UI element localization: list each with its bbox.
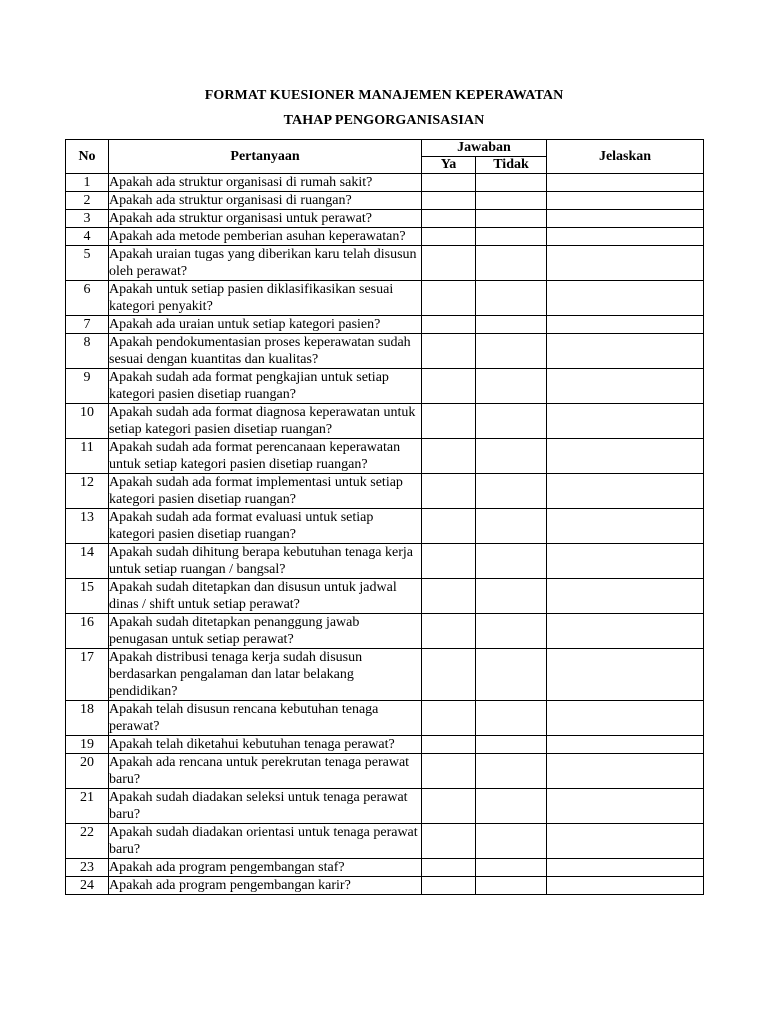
answer-no-cell[interactable]: [476, 281, 547, 316]
table-row: [66, 579, 704, 614]
table-row: [66, 614, 704, 649]
table-row: [66, 192, 704, 210]
question-text: Apakah sudah ada format diagnosa keperawatan untuk setiap kategori pasien disetiap ruangan?: [109, 404, 422, 439]
answer-no-cell[interactable]: [476, 228, 547, 246]
answer-yes-cell[interactable]: [422, 824, 476, 859]
question-text: Apakah ada rencana untuk perekrutan tenaga perawat baru?: [109, 754, 422, 789]
answer-yes-cell[interactable]: [422, 439, 476, 474]
answer-no-cell[interactable]: [476, 509, 547, 544]
row-number: 14: [66, 544, 109, 579]
explanation-cell[interactable]: [547, 736, 704, 754]
row-number: 2: [66, 192, 109, 210]
answer-no-cell[interactable]: [476, 404, 547, 439]
answer-yes-cell[interactable]: [422, 228, 476, 246]
row-number: 5: [66, 246, 109, 281]
answer-no-cell[interactable]: [476, 316, 547, 334]
answer-no-cell[interactable]: [476, 754, 547, 789]
answer-no-cell[interactable]: [476, 174, 547, 192]
explanation-cell[interactable]: [547, 210, 704, 228]
explanation-cell[interactable]: [547, 281, 704, 316]
explanation-cell[interactable]: [547, 316, 704, 334]
answer-yes-cell[interactable]: [422, 701, 476, 736]
answer-no-cell[interactable]: [476, 614, 547, 649]
answer-no-cell[interactable]: [476, 210, 547, 228]
row-number: 24: [66, 877, 109, 895]
question-text: Apakah sudah ada format perencanaan keperawatan untuk setiap kategori pasien disetiap ruangan?: [109, 439, 422, 474]
question-text: Apakah sudah ditetapkan penanggung jawab penugasan untuk setiap perawat?: [109, 614, 422, 649]
question-text: Apakah sudah ada format evaluasi untuk setiap kategori pasien disetiap ruangan?: [109, 509, 422, 544]
explanation-cell[interactable]: [547, 649, 704, 701]
row-number: 21: [66, 789, 109, 824]
row-number: 3: [66, 210, 109, 228]
answer-no-cell[interactable]: [476, 877, 547, 895]
question-text: Apakah telah diketahui kebutuhan tenaga perawat?: [109, 736, 422, 754]
answer-yes-cell[interactable]: [422, 174, 476, 192]
row-number: 10: [66, 404, 109, 439]
answer-yes-cell[interactable]: [422, 859, 476, 877]
table-row: [66, 877, 704, 895]
header-yes: Ya: [422, 157, 476, 174]
row-number: 6: [66, 281, 109, 316]
row-number: 13: [66, 509, 109, 544]
answer-yes-cell[interactable]: [422, 369, 476, 404]
explanation-cell[interactable]: [547, 334, 704, 369]
question-text: Apakah ada struktur organisasi di ruangan?: [109, 192, 422, 210]
table-row: [66, 369, 704, 404]
document-title: FORMAT KUESIONER MANAJEMEN KEPERAWATAN: [204, 88, 564, 103]
answer-yes-cell[interactable]: [422, 544, 476, 579]
question-text: Apakah ada struktur organisasi untuk perawat?: [109, 210, 422, 228]
row-number: 7: [66, 316, 109, 334]
question-text: Apakah distribusi tenaga kerja sudah disusun berdasarkan pengalaman dan latar belakang pendidikan?: [109, 649, 422, 701]
row-number: 23: [66, 859, 109, 877]
explanation-cell[interactable]: [547, 474, 704, 509]
table-row: [66, 316, 704, 334]
answer-no-cell[interactable]: [476, 369, 547, 404]
answer-no-cell[interactable]: [476, 579, 547, 614]
answer-no-cell[interactable]: [476, 736, 547, 754]
explanation-cell[interactable]: [547, 509, 704, 544]
answer-yes-cell[interactable]: [422, 210, 476, 228]
answer-yes-cell[interactable]: [422, 192, 476, 210]
answer-no-cell[interactable]: [476, 474, 547, 509]
question-text: Apakah ada uraian untuk setiap kategori pasien?: [109, 316, 422, 334]
header-answer: Jawaban: [422, 140, 547, 157]
row-number: 16: [66, 614, 109, 649]
row-number: 17: [66, 649, 109, 701]
row-number: 22: [66, 824, 109, 859]
explanation-cell[interactable]: [547, 228, 704, 246]
row-number: 20: [66, 754, 109, 789]
questionnaire-table: [65, 139, 704, 895]
answer-no-cell[interactable]: [476, 246, 547, 281]
answer-no-cell[interactable]: [476, 439, 547, 474]
answer-yes-cell[interactable]: [422, 334, 476, 369]
table-row: [66, 649, 704, 701]
table-row: [66, 509, 704, 544]
question-text: Apakah sudah diadakan seleksi untuk tenaga perawat baru?: [109, 789, 422, 824]
answer-yes-cell[interactable]: [422, 316, 476, 334]
table-row: [66, 474, 704, 509]
answer-yes-cell[interactable]: [422, 877, 476, 895]
answer-yes-cell[interactable]: [422, 509, 476, 544]
header-question: Pertanyaan: [109, 140, 422, 174]
table-row: [66, 334, 704, 369]
answer-no-cell[interactable]: [476, 824, 547, 859]
question-text: Apakah sudah dihitung berapa kebutuhan tenaga kerja untuk setiap ruangan / bangsal?: [109, 544, 422, 579]
answer-yes-cell[interactable]: [422, 614, 476, 649]
explanation-cell[interactable]: [547, 439, 704, 474]
row-number: 15: [66, 579, 109, 614]
question-text: Apakah ada metode pemberian asuhan keperawatan?: [109, 228, 422, 246]
explanation-cell[interactable]: [547, 404, 704, 439]
row-number: 4: [66, 228, 109, 246]
explanation-cell[interactable]: [547, 544, 704, 579]
question-text: Apakah untuk setiap pasien diklasifikasikan sesuai kategori penyakit?: [109, 281, 422, 316]
row-number: 12: [66, 474, 109, 509]
answer-no-cell[interactable]: [476, 334, 547, 369]
answer-yes-cell[interactable]: [422, 404, 476, 439]
table-row: [66, 281, 704, 316]
row-number: 8: [66, 334, 109, 369]
table-row: [66, 439, 704, 474]
table-row: [66, 789, 704, 824]
table-row: [66, 701, 704, 736]
question-text: Apakah uraian tugas yang diberikan karu telah disusun oleh perawat?: [109, 246, 422, 281]
question-text: Apakah ada program pengembangan karir?: [109, 877, 422, 895]
answer-yes-cell[interactable]: [422, 754, 476, 789]
question-text: Apakah telah disusun rencana kebutuhan tenaga perawat?: [109, 701, 422, 736]
answer-yes-cell[interactable]: [422, 474, 476, 509]
answer-yes-cell[interactable]: [422, 789, 476, 824]
answer-no-cell[interactable]: [476, 859, 547, 877]
table-row: [66, 246, 704, 281]
question-text: Apakah pendokumentasian proses keperawatan sudah sesuai dengan kuantitas dan kualitas?: [109, 334, 422, 369]
explanation-cell[interactable]: [547, 859, 704, 877]
question-text: Apakah ada struktur organisasi di rumah sakit?: [109, 174, 422, 192]
answer-no-cell[interactable]: [476, 544, 547, 579]
row-number: 1: [66, 174, 109, 192]
table-row: [66, 736, 704, 754]
table-row: [66, 228, 704, 246]
table-row: [66, 544, 704, 579]
question-text: Apakah sudah ditetapkan dan disusun untuk jadwal dinas / shift untuk setiap perawat?: [109, 579, 422, 614]
header-no: No: [66, 140, 109, 174]
explanation-cell[interactable]: [547, 824, 704, 859]
explanation-cell[interactable]: [547, 192, 704, 210]
answer-yes-cell[interactable]: [422, 736, 476, 754]
explanation-cell[interactable]: [547, 789, 704, 824]
table-row: [66, 174, 704, 192]
answer-no-cell[interactable]: [476, 701, 547, 736]
answer-yes-cell[interactable]: [422, 579, 476, 614]
question-text: Apakah sudah diadakan orientasi untuk tenaga perawat baru?: [109, 824, 422, 859]
answer-yes-cell[interactable]: [422, 281, 476, 316]
explanation-cell[interactable]: [547, 369, 704, 404]
row-number: 11: [66, 439, 109, 474]
header-explain: Jelaskan: [547, 140, 704, 174]
explanation-cell[interactable]: [547, 701, 704, 736]
explanation-cell[interactable]: [547, 877, 704, 895]
table-row: [66, 404, 704, 439]
document-subtitle: TAHAP PENGORGANISASIAN: [283, 113, 485, 128]
explanation-cell[interactable]: [547, 174, 704, 192]
table-row: [66, 859, 704, 877]
header-no-answer: Tidak: [476, 157, 547, 174]
answer-yes-cell[interactable]: [422, 246, 476, 281]
answer-no-cell[interactable]: [476, 192, 547, 210]
question-text: Apakah ada program pengembangan staf?: [109, 859, 422, 877]
row-number: 19: [66, 736, 109, 754]
row-number: 18: [66, 701, 109, 736]
answer-no-cell[interactable]: [476, 789, 547, 824]
answer-yes-cell[interactable]: [422, 649, 476, 701]
table-row: [66, 824, 704, 859]
question-text: Apakah sudah ada format implementasi untuk setiap kategori pasien disetiap ruangan?: [109, 474, 422, 509]
explanation-cell[interactable]: [547, 614, 704, 649]
explanation-cell[interactable]: [547, 754, 704, 789]
table-row: [66, 754, 704, 789]
table-row: [66, 210, 704, 228]
question-text: Apakah sudah ada format pengkajian untuk setiap kategori pasien disetiap ruangan?: [109, 369, 422, 404]
explanation-cell[interactable]: [547, 579, 704, 614]
explanation-cell[interactable]: [547, 246, 704, 281]
answer-no-cell[interactable]: [476, 649, 547, 701]
row-number: 9: [66, 369, 109, 404]
